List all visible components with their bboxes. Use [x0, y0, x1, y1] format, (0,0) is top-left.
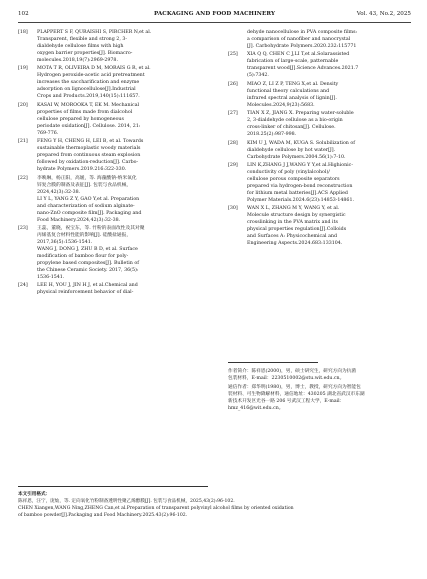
reference-line: crosslinking in the PVA matrix and its [247, 220, 338, 226]
reference-line: properties of films made from dialcohol [37, 109, 133, 115]
reference-line: cross-linker of chitosan[J]. Cellulose. [247, 125, 336, 131]
reference-entry [18, 282, 204, 296]
reference-entry [228, 29, 414, 50]
reference-entry [228, 110, 414, 138]
author-note-line: 通信作者：郑华明(1980)，男，博士，教授，研究方向为智能包 [228, 385, 361, 390]
reference-line: KASAI W, MOROOKA T, EK M. Mechanical [37, 102, 140, 108]
reference-line: oxygen barrier properties[J]. Biomacro- [37, 51, 133, 56]
reference-line: 1536-1541. [37, 274, 65, 280]
reference-line: Polymer Materials.2024.6(23):14853-14861. [247, 197, 354, 203]
reference-entry [18, 225, 204, 281]
reference-line: (5):7342. [247, 73, 269, 79]
author-note-line: 新技术开发区光谷一路 206 号武汉工程大学，E-mail： [228, 399, 345, 404]
author-note-line: 作者简介：陈祥恩(2000)，男，硕士研究生，研究方向为抗菌 [228, 369, 357, 374]
page-number: 102 [18, 11, 29, 17]
reference-line: conductivity of poly (vinylalcohol)/ [247, 169, 330, 175]
reference-line: WANG J, DONG J, ZHU B D, et al. Surface [37, 246, 138, 252]
reference-entry [228, 51, 414, 79]
reference-line: PLAPPERT S F, QURAISHI S, PIRCHER N,et al. [37, 30, 152, 35]
reference-line: followed by oxidation-reduction[J]. Carbo- [37, 160, 139, 166]
reference-line: Engineering Aspects.2024.683:133104. [247, 241, 343, 247]
author-note-line: 装材料、可生物降解材料，通信地址：430205 湖北省武汉市东湖 [228, 392, 365, 397]
reference-number: [29] [228, 162, 238, 168]
reference-line: LEE H, YOU J, JIN H J, et al.Chemical and [37, 283, 138, 289]
author-note [228, 368, 414, 382]
reference-number: [25] [228, 52, 238, 58]
reference-entry [18, 102, 204, 137]
citation-title: 本文引用格式： [18, 492, 51, 497]
reference-line: dialdehyde cellulose films with high [37, 44, 124, 49]
reference-line: physical reinforcement behavior of dial- [37, 290, 134, 296]
running-header [18, 8, 411, 23]
reference-entry [228, 162, 414, 204]
reference-line: 769-776. [37, 130, 59, 136]
references-left-column [18, 29, 204, 298]
reference-line: [J]. Carbohydrate Polymers.2020.232:115771 [247, 44, 357, 49]
reference-line: for lithium metal batteries[J].ACS Applied [247, 190, 348, 196]
reference-number: [20] [18, 102, 28, 108]
reference-line: FENG Y H, CHENG H, LEI B, et al. Towards [37, 139, 144, 145]
reference-number: [28] [228, 140, 238, 146]
reference-line: WAN X L, ZHANG M Y, WANG Y, et al. [247, 206, 340, 212]
citation-line: CHEN Xiangen,WANG Ning,ZHENG Can,et al.Preparation of transparent polyvinyl alcohol films by oriented oxidation [18, 506, 294, 511]
reference-number: [30] [228, 206, 238, 212]
author-note-line: hmz_416@wit.edu.cn。 [228, 406, 284, 411]
reference-line: 丙烯基复合材料性能的影响[J]. 硅酸盐通报， [37, 232, 132, 238]
reference-line: Food Machinery.2024,42(3):32-38. [37, 217, 121, 223]
reference-line: LIN K,ZHANG J J,WANG Y Y,et al.Highionic- [247, 162, 353, 168]
reference-number: [23] [18, 225, 28, 231]
reference-entry [228, 205, 414, 247]
reference-line: cellulose porous composite separators [247, 176, 340, 182]
reference-line: and Surfaces A: Physicochemical and [247, 234, 337, 240]
reference-entry [18, 175, 204, 224]
reference-number: [18] [18, 30, 28, 35]
reference-line: 2, 3-dialdehyde cellulose as a bio-origin [247, 118, 343, 124]
reference-line: functional theory calculations and [247, 88, 330, 94]
reference-line: modification of bamboo flour for poly- [37, 253, 129, 259]
reference-line: infrared spectral analysis of lignin[J]. [247, 95, 337, 101]
reference-line: prepared from continuous steam explosion [37, 153, 141, 159]
reference-line: transparent wood[J].Science Advances.2021.7 [247, 66, 359, 72]
author-note-line: 包装材料，E-mail：2230510002@stu.wit.edu.cn。 [228, 376, 345, 381]
reference-entry [228, 81, 414, 109]
reference-line: Hydrogen peroxide-acetic acid pretreatment [37, 73, 145, 79]
reference-line: LI Y L, YANG Z Y, GAO Y,et al. Preparation [37, 196, 140, 202]
citation-line: of bamboo powder[J].Packaging and Food Machinery.2025.43(2):96-102. [18, 513, 188, 518]
volume-info: Vol. 43, No.2, 2025 [356, 11, 411, 17]
reference-number: [27] [228, 111, 238, 117]
reference-line: prepared via hydrogen-bond reconstruction [247, 183, 353, 189]
reference-line: MIAO Z, LI Z P, TENG X,et al. Density [247, 81, 339, 87]
reference-number: [19] [18, 66, 28, 72]
reference-line: 锌复合膜的制备及表征[J]. 包装与食品机械， [37, 182, 132, 188]
reference-line: dialdehyde cellulose by hot water[J]. [247, 147, 336, 153]
reference-line: cellulose prepared by homogeneous [37, 116, 124, 122]
reference-line: periodate oxidation[J]. Cellulose. 2014, 21: [37, 123, 141, 129]
author-note [228, 384, 414, 412]
reference-line: and characterization of sodium alginate- [37, 203, 135, 209]
citation-format [18, 491, 414, 519]
reference-line: 王蕊，董晓，祝宝东，等. 竹粉的表面改性及其对聚 [37, 225, 145, 231]
reference-line: Crops and Products.2019,140(15):111657. [37, 94, 140, 100]
reference-entry [18, 29, 204, 64]
reference-line: TIAN X Z, JIANG X. Preparing water-soluble [247, 111, 354, 117]
reference-line: increases the saccharification and enzyme [37, 80, 140, 86]
reference-line: Carbohydrate Polymers.2004.56(1):7-10. [247, 154, 346, 160]
reference-line: molecules.2018,19(7):2969-2978. [37, 58, 118, 63]
reference-line: nano-ZnO composite film[J]. Packaging and [37, 210, 142, 216]
reference-line: fabrication of large-scale, patternable [247, 59, 339, 65]
reference-line: 2018.25(2):987-998. [247, 132, 297, 138]
reference-line: sustainable thermoplastic woody materials [37, 146, 141, 152]
reference-line: the Chinese Ceramic Society. 2017, 36(5): [37, 267, 139, 273]
reference-number: [26] [228, 81, 238, 87]
author-notes [228, 368, 414, 414]
reference-line: 2024,42(3):32-38. [37, 189, 81, 195]
reference-line: 2017,36(5):1536-1541. [37, 239, 93, 245]
reference-line: hydrate Polymers.2019.216:322-330. [37, 167, 127, 173]
citation-divider [18, 486, 208, 487]
references-right-column [228, 29, 414, 249]
reference-number: [24] [18, 283, 28, 289]
reference-line: physical properties regulation[J].Colloids [247, 227, 347, 233]
reference-entry [228, 140, 414, 161]
journal-title: PACKAGING AND FOOD MACHINERY [153, 11, 276, 17]
reference-line: dehyde nanocellulose in PVA composite films: [247, 30, 358, 35]
reference-line: MOTA T R, OLIVEIRA D M, MORAIS G R, et al. [37, 66, 151, 72]
reference-entry [18, 138, 204, 173]
notes-divider [228, 362, 318, 363]
reference-number: [22] [18, 175, 28, 181]
reference-line: Molecules.2024,9(23):5683. [247, 102, 315, 108]
citation-line: 陈祥恩，汪宁，庞灿，等. 定向氧化竹粉制备透明性聚乙烯醇膜[J]. 包装与食品机械，2025,43(2):96-102. [18, 499, 235, 504]
reference-number: [21] [18, 139, 28, 145]
reference-line: a comparison of nanofiber and nanocrystal [247, 37, 351, 42]
reference-line: propylene based composites[J]. Bulletin of [37, 260, 139, 266]
reference-line: 李映琳，杨正阳，高媛，等. 海藻酸钠-纳米氧化 [37, 175, 137, 181]
reference-line: Molecule structure design by synergistic [247, 213, 346, 219]
reference-line: adsorption on lignocellulose[J].Industrial [37, 87, 136, 93]
reference-entry [18, 65, 204, 100]
reference-line: Transparent, flexible and strong 2, 3- [37, 37, 127, 42]
reference-line: XIA Q Q, CHEN C J,LI T,et al.Solarassisted [247, 52, 350, 58]
reference-line: KIM U J, WADA M, KUGA S. Solubilization of [247, 140, 355, 146]
